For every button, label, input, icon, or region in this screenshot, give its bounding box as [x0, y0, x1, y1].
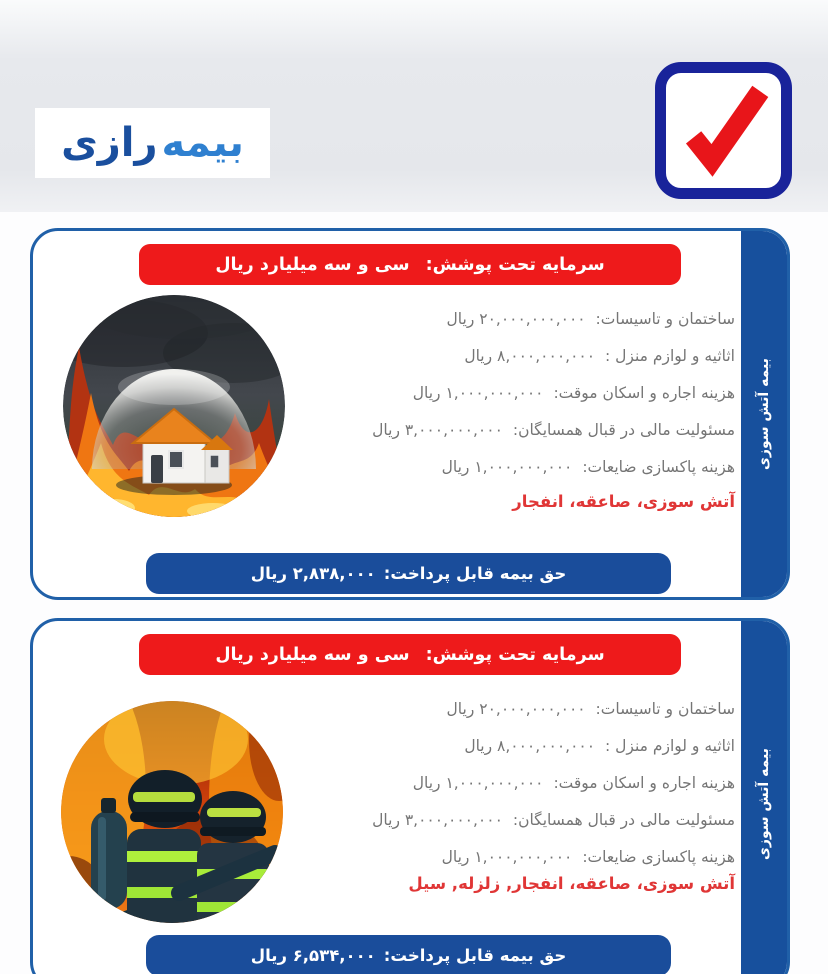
covered-perils-text: آتش سوزی، صاعقه، انفجار	[512, 492, 735, 511]
fire-insurance-side-label: بیمه آتش سوزی	[756, 358, 772, 470]
coverage-item-label: ساختمان و تاسیسات:	[595, 700, 735, 718]
coverage-item	[372, 381, 735, 405]
coverage-title-label: سرمایه تحت پوشش:	[425, 254, 605, 275]
coverage-item-label: ساختمان و تاسیسات:	[595, 310, 735, 328]
coverage-title-value: سی و سه میلیارد ریال	[215, 254, 410, 275]
coverage-item-value: ۱,۰۰۰,۰۰۰,۰۰۰ ریال	[441, 848, 573, 866]
header-band	[0, 0, 828, 212]
coverage-item	[372, 307, 735, 331]
house-protected-dome-illustration	[63, 295, 285, 517]
coverage-item	[372, 771, 735, 795]
coverage-item-label: اثاثیه و لوازم منزل :	[605, 347, 735, 365]
coverage-item-label: هزینه پاکسازی ضایعات:	[582, 848, 735, 866]
firefighters-illustration	[61, 701, 283, 923]
coverage-item-label: مسئولیت مالی در قبال همسایگان:	[512, 421, 735, 439]
coverage-title-value: سی و سه میلیارد ریال	[215, 644, 410, 665]
coverage-item-value: ۱,۰۰۰,۰۰۰,۰۰۰ ریال	[412, 384, 544, 402]
coverage-item	[372, 845, 735, 869]
premium-value: ۲,۸۳۸,۰۰۰ ریال	[250, 564, 376, 583]
coverage-item-label: اثاثیه و لوازم منزل :	[605, 737, 735, 755]
coverage-item-value: ۱,۰۰۰,۰۰۰,۰۰۰ ریال	[441, 458, 573, 476]
side-strip	[741, 621, 787, 974]
house-dome-fire-image	[63, 295, 285, 517]
coverage-title-banner	[139, 244, 681, 285]
coverage-items-list	[372, 307, 735, 492]
coverage-item	[372, 734, 735, 758]
coverage-item	[372, 697, 735, 721]
coverage-item-label: هزینه اجاره و اسکان موقت:	[553, 774, 735, 792]
firefighters-fire-image	[61, 701, 283, 923]
premium-label: حق بیمه قابل پرداخت:	[383, 564, 567, 583]
coverage-item-value: ۳,۰۰۰,۰۰۰,۰۰۰ ریال	[372, 811, 503, 829]
premium-label: حق بیمه قابل پرداخت:	[383, 946, 567, 965]
coverage-item-value: ۱,۰۰۰,۰۰۰,۰۰۰ ریال	[412, 774, 544, 792]
coverage-item	[372, 344, 735, 368]
coverage-item-label: هزینه پاکسازی ضایعات:	[582, 458, 735, 476]
covered-perils-text: آتش سوزی، صاعقه، انفجار, زلزله, سیل	[408, 874, 735, 893]
coverage-item	[372, 808, 735, 832]
coverage-items-list	[372, 697, 735, 882]
razi-insurance-logo	[35, 108, 270, 178]
fire-insurance-plan-card-2	[30, 618, 790, 974]
coverage-item-value: ۲۰,۰۰۰,۰۰۰,۰۰۰ ریال	[446, 310, 586, 328]
coverage-item	[372, 455, 735, 479]
coverage-title-label: سرمایه تحت پوشش:	[425, 644, 605, 665]
logo-word-bimeh: بیمه	[161, 120, 244, 166]
premium-banner	[146, 935, 671, 974]
fire-insurance-plan-card-1	[30, 228, 790, 600]
red-check-icon	[666, 73, 781, 188]
premium-value: ۶,۵۳۴,۰۰۰ ریال	[250, 946, 376, 965]
fire-insurance-side-label: بیمه آتش سوزی	[756, 748, 772, 860]
coverage-item-label: مسئولیت مالی در قبال همسایگان:	[512, 811, 735, 829]
coverage-item-value: ۳,۰۰۰,۰۰۰,۰۰۰ ریال	[372, 421, 503, 439]
coverage-item	[372, 418, 735, 442]
logo-word-razi: رازی	[61, 120, 158, 166]
coverage-item-label: هزینه اجاره و اسکان موقت:	[553, 384, 735, 402]
side-strip	[741, 231, 787, 597]
premium-banner	[146, 553, 671, 594]
coverage-item-value: ۸,۰۰۰,۰۰۰,۰۰۰ ریال	[464, 737, 596, 755]
coverage-item-value: ۲۰,۰۰۰,۰۰۰,۰۰۰ ریال	[446, 700, 586, 718]
coverage-item-value: ۸,۰۰۰,۰۰۰,۰۰۰ ریال	[464, 347, 596, 365]
coverage-title-banner	[139, 634, 681, 675]
checkbox-checkmark-icon	[655, 62, 792, 199]
